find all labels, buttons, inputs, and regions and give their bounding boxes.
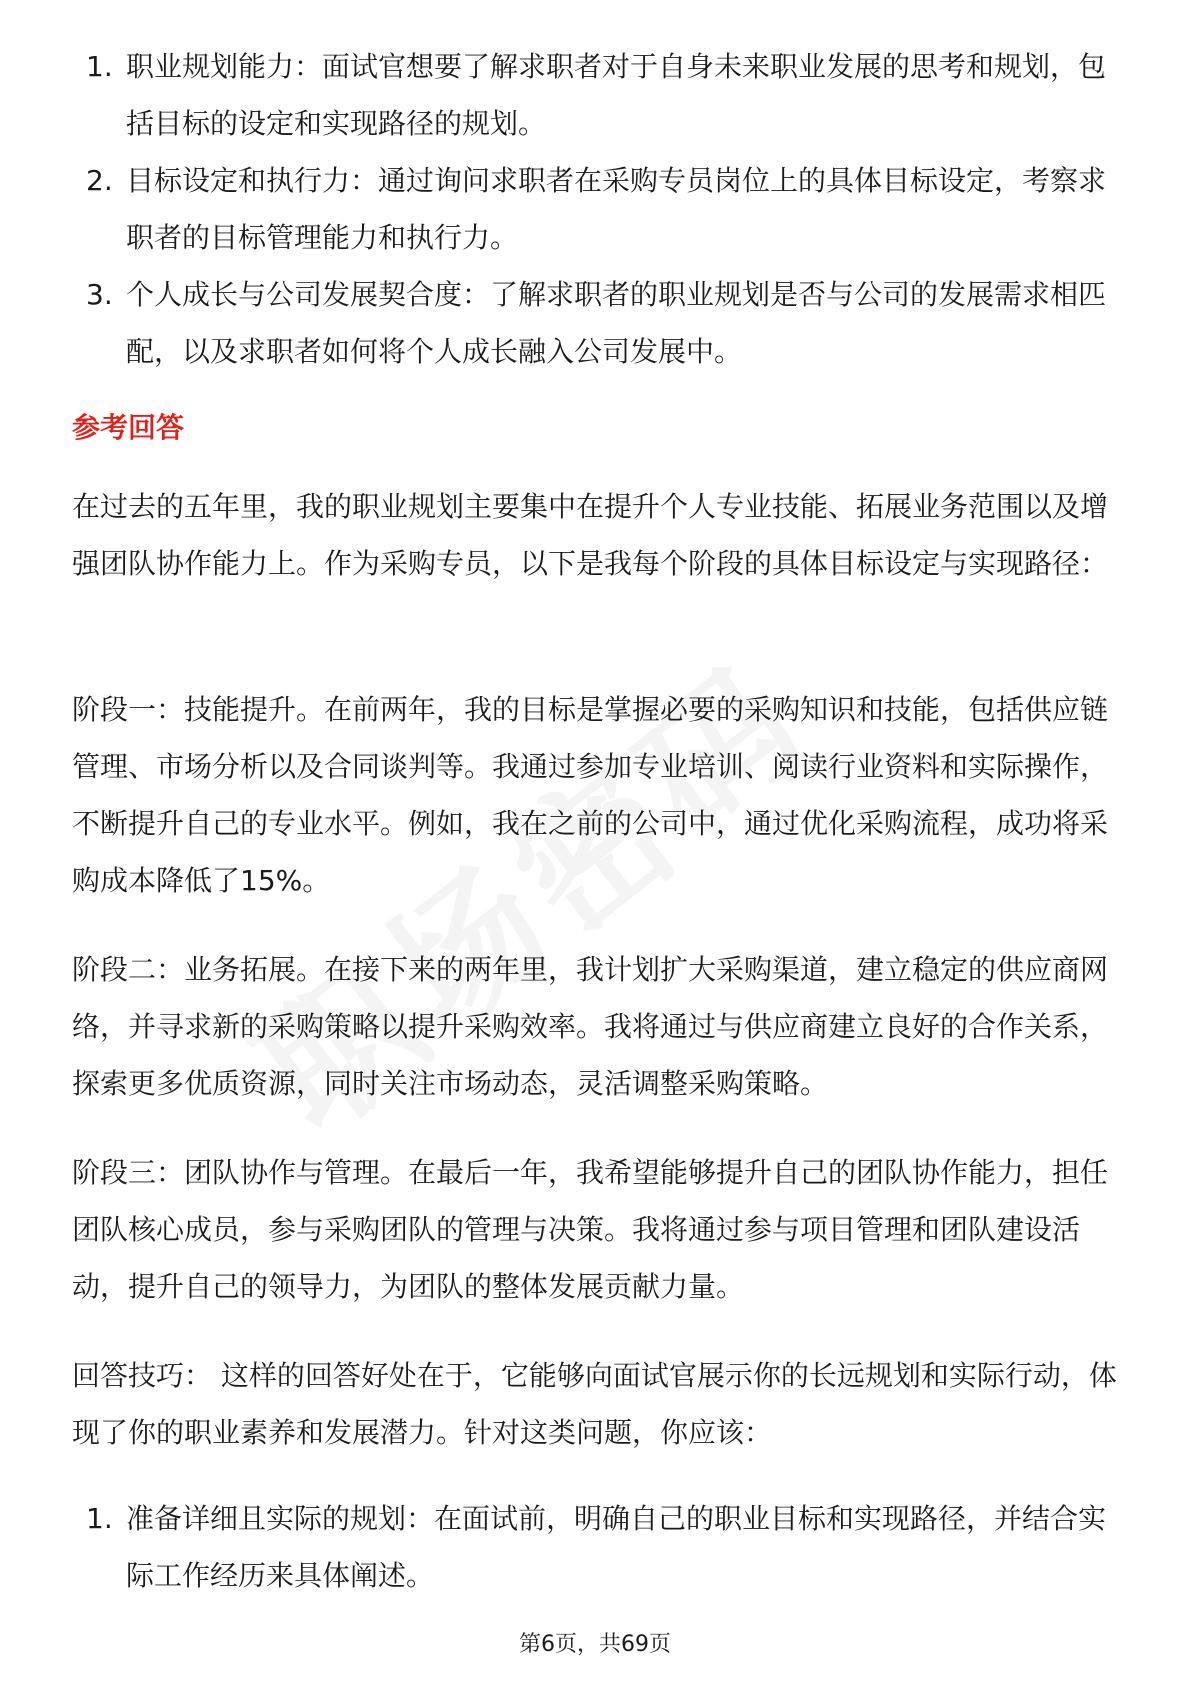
list-number: 1. xyxy=(86,50,113,83)
list-number: 3. xyxy=(86,278,113,311)
stage-three-paragraph: 阶段三：团队协作与管理。在最后一年，我希望能够提升自己的团队协作能力，担任团队核心成员，参与采购团队的管理与决策。我将通过参与项目管理和团队建设活动，提升自己的领导力，为团队的整体发展贡献力量。 xyxy=(72,1156,1109,1303)
list-item xyxy=(72,38,1122,152)
list-item xyxy=(72,266,1122,380)
list-text: 个人成长与公司发展契合度：了解求职者的职业规划是否与公司的发展需求相匹配，以及求职者如何将个人成长融入公司发展中。 xyxy=(126,278,1107,368)
stage-one-paragraph: 阶段一：技能提升。在前两年，我的目标是掌握必要的采购知识和技能，包括供应链管理、市场分析以及合同谈判等。我通过参加专业培训、阅读行业资料和实际操作，不断提升自己的专业水平。例如，我在之前的公司中，通过优化采购流程，成功将采购成本降低了15%。 xyxy=(72,693,1109,897)
list-number: 2. xyxy=(86,164,113,197)
answer-intro-paragraph: 在过去的五年里，我的职业规划主要集中在提升个人专业技能、拓展业务范围以及增强团队协作能力上。作为采购专员，以下是我每个阶段的具体目标设定与实现路径： xyxy=(72,490,1109,580)
list-text: 目标设定和执行力：通过询问求职者在采购专员岗位上的具体目标设定，考察求职者的目标管理能力和执行力。 xyxy=(126,164,1107,254)
tips-list xyxy=(72,1490,1122,1604)
list-text: 准备详细且实际的规划：在面试前，明确自己的职业目标和实现路径，并结合实际工作经历来具体阐述。 xyxy=(126,1502,1107,1592)
list-text: 职业规划能力：面试官想要了解求职者对于自身未来职业发展的思考和规划，包括目标的设定和实现路径的规划。 xyxy=(126,50,1107,140)
list-item xyxy=(72,152,1122,266)
criteria-list xyxy=(72,38,1122,380)
stage-two-paragraph: 阶段二：业务拓展。在接下来的两年里，我计划扩大采购渠道，建立稳定的供应商网络，并寻求新的采购策略以提升采购效率。我将通过与供应商建立良好的合作关系，探索更多优质资源，同时关注市场动态，灵活调整采购策略。 xyxy=(72,953,1109,1100)
list-item xyxy=(72,1490,1122,1604)
list-number: 1. xyxy=(86,1502,113,1535)
answer-tips-paragraph: 回答技巧： 这样的回答好处在于，它能够向面试官展示你的长远规划和实际行动，体现了你的职业素养和发展潜力。针对这类问题，你应该： xyxy=(72,1359,1117,1449)
answer-heading: 参考回答 xyxy=(72,411,185,444)
page-footer: 第6页，共69页 xyxy=(519,1632,671,1657)
